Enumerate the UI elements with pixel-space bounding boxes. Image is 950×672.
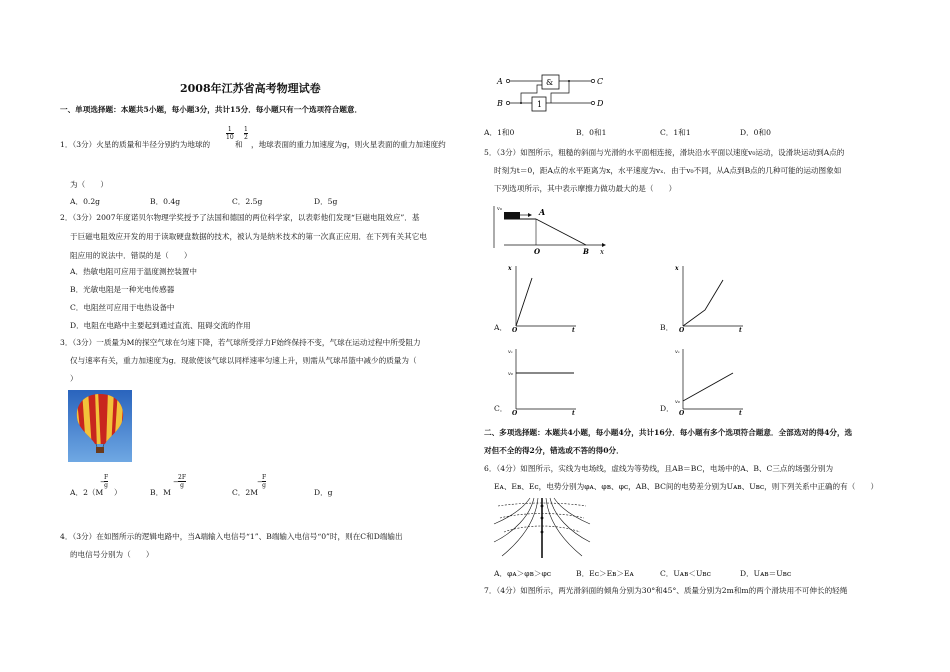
svg-text:v₀: v₀ [675, 399, 680, 405]
incline-label-b: B [583, 247, 589, 256]
q5-graph-b [677, 262, 757, 332]
q1-option-d[interactable]: D．5g [314, 197, 338, 206]
q3-option-b-minus: − [173, 478, 179, 486]
q2-option-d[interactable]: D．电阻在电路中主要起到通过直流、阻碍交流的作用 [70, 321, 251, 330]
q3-stem-3: ） [70, 374, 78, 383]
q1-stem-3: 为（ ） [70, 180, 108, 189]
q3-option-b[interactable]: B．M [150, 488, 171, 497]
q6-stem-1: 6．（4分）如图所示，实线为电场线，虚线为等势线，且AB＝BC，电场中的A、B、C三点的场强分别为 [484, 464, 834, 473]
svg-text:O: O [679, 410, 685, 417]
q2-stem-3: 阻应用的说法中．错误的是（ ） [70, 251, 192, 260]
q2-stem-1: 2．（3分）2007年度诺贝尔物理学奖授予了法国和德国的两位科学家，以表彰他们发现“巨磁电阻效应”．基 [60, 213, 420, 222]
slider-block [504, 212, 520, 219]
svg-text:t: t [572, 327, 575, 334]
q3-option-a-tail: ） [114, 488, 122, 497]
q1-stem-2: ，地球表面的重力加速度为g，则火星表面的重力加速度约 [251, 140, 446, 149]
q3-stem-1: 3．（3分）一质量为M的探空气球在匀速下降，若气球所受浮力F始终保持不变，气球在运动过程中所受阻力 [60, 338, 421, 347]
q6-option-b[interactable]: B．Eᴄ＞Eʙ＞Eᴀ [576, 569, 634, 578]
not-gate-label: 1 [537, 100, 543, 109]
q1-option-a[interactable]: A．0.2g [70, 197, 101, 206]
q3-option-a-fraction: $\frac{F}{g}$ [104, 474, 109, 489]
q1-fraction-2: $\frac{1}{2}$ [244, 126, 248, 141]
q5-graph-c [510, 345, 590, 415]
q6-option-c[interactable]: C．Uᴀʙ＜Uʙᴄ [660, 569, 711, 578]
q5-graph-a [510, 262, 590, 332]
q6-stem-2: Eᴀ、Eʙ、Eᴄ，电势分别为φᴀ、φʙ、φᴄ，AB、BC间的电势差分别为Uᴀʙ、Uʙᴄ，则下列关系中正确的有（ ） [494, 482, 879, 491]
q2-option-b[interactable]: B．光敏电阻是一种光电传感器 [70, 285, 175, 294]
q4-option-b[interactable]: B．0和1 [576, 128, 607, 137]
q3-option-a-minus: − [100, 478, 106, 486]
incline-label-x: x [600, 248, 604, 256]
svg-text:O: O [512, 410, 518, 417]
q2-option-a[interactable]: A．热敏电阻可应用于温度测控装置中 [70, 267, 197, 276]
circuit-label-d: D [597, 99, 604, 108]
circuit-label-b: B [497, 99, 503, 108]
svg-text:t: t [739, 327, 742, 334]
section-1-heading: 一、单项选择题：本题共5小题，每小题3分，共计15分．每小题只有一个选项符合题意． [60, 105, 363, 114]
q5-stem-2: 时刻为t＝0，距A点的水平距离为x，水平速度为vₓ．由于v₀不同，从A点到B点的几种可能的运动图象如 [494, 166, 842, 175]
q5-option-c[interactable]: C． [494, 404, 508, 413]
q3-option-c[interactable]: C．2M [232, 488, 259, 497]
incline-figure [494, 200, 614, 255]
q3-option-c-minus: − [257, 478, 263, 486]
q3-option-d[interactable]: D．g [314, 488, 333, 497]
q3-option-c-fraction: $\frac{F}{g}$ [262, 474, 267, 489]
q3-option-b-fraction: $\frac{2F}{g}$ [178, 474, 186, 489]
q4-option-c[interactable]: C．1和1 [660, 128, 691, 137]
q5-option-d[interactable]: D． [660, 404, 674, 413]
q2-option-c[interactable]: C．电阻丝可应用于电热设备中 [70, 303, 175, 312]
svg-text:x: x [508, 265, 512, 272]
q1-option-b[interactable]: B．0.4g [150, 197, 181, 206]
incline-label-o: O [534, 247, 541, 256]
q3-option-a[interactable]: A．2（M [70, 488, 104, 497]
q5-stem-1: 5．（3分）如图所示，粗糙的斜面与光滑的水平面相连接，滑块沿水平面以速度v₀运动，设滑块运动到A点的 [484, 148, 845, 157]
svg-text:vₓ: vₓ [508, 349, 513, 355]
svg-text:t: t [572, 410, 575, 417]
svg-text:O: O [679, 327, 685, 334]
and-gate-label: & [546, 78, 554, 87]
circuit-label-a: A [497, 77, 503, 86]
q7-stem-1: 7．（4分）如图所示，两光滑斜面的倾角分别为30°和45°、质量分别为2m和m的两个滑块用不可伸长的轻绳 [484, 586, 848, 595]
q4-stem-1: 4．（3分）在如图所示的逻辑电路中，当A端输入电信号“1”、B端输入电信号“0”时，则在C和D端输出 [60, 532, 403, 541]
svg-text:t: t [739, 410, 742, 417]
q6-option-a[interactable]: A．φᴀ＞φʙ＞φᴄ [494, 569, 552, 578]
q1-and: 和 [235, 140, 243, 149]
q1-stem: 1．（3分）火星的质量和半径分别约为地球的 [60, 140, 211, 149]
q4-option-a[interactable]: A．1和0 [484, 128, 515, 137]
q5-stem-3: 下列选项所示，其中表示摩擦力做功最大的是（ ） [494, 184, 677, 193]
logic-circuit-diagram [497, 75, 617, 115]
q5-option-a[interactable]: A． [494, 323, 508, 332]
svg-text:O: O [512, 327, 518, 334]
balloon-image [68, 390, 132, 462]
svg-text:x: x [675, 265, 679, 272]
circuit-label-c: C [597, 77, 604, 86]
q6-option-d[interactable]: D．Uᴀʙ＝Uʙᴄ [740, 569, 792, 578]
incline-label-a: A [539, 207, 546, 217]
q2-stem-2: 于巨磁电阻效应开发的用于读取硬盘数据的技术，被认为是纳米技术的第一次真正应用．在下列有关其它电 [70, 232, 427, 241]
svg-text:v₀: v₀ [508, 371, 513, 377]
q3-stem-2: 仅与速率有关，重力加速度为g．现欲使该气球以同样速率匀速上升，则需从气球吊篮中减少的质量为（ [70, 356, 417, 365]
q5-option-b[interactable]: B． [660, 323, 674, 332]
q1-fraction-1: $\frac{1}{10}$ [226, 126, 234, 141]
q4-stem-2: 的电信号分别为（ ） [70, 550, 154, 559]
q5-graph-d [677, 345, 757, 415]
svg-text:vₓ: vₓ [675, 349, 680, 355]
incline-v0-label: v₀ [497, 206, 502, 212]
page-title: 2008年江苏省高考物理试卷 [180, 82, 321, 95]
q1-option-c[interactable]: C．2.5g [232, 197, 263, 206]
q4-option-d[interactable]: D．0和0 [740, 128, 771, 137]
electric-field-figure [494, 498, 590, 560]
section-2-heading-1: 二、多项选择题：本题共4小题，每小题4分，共计16分．每小题有多个选项符合题意．全部选对的得4分，选 [484, 428, 853, 437]
section-2-heading-2: 对但不全的得2分，错选或不答的得0分． [484, 446, 624, 455]
